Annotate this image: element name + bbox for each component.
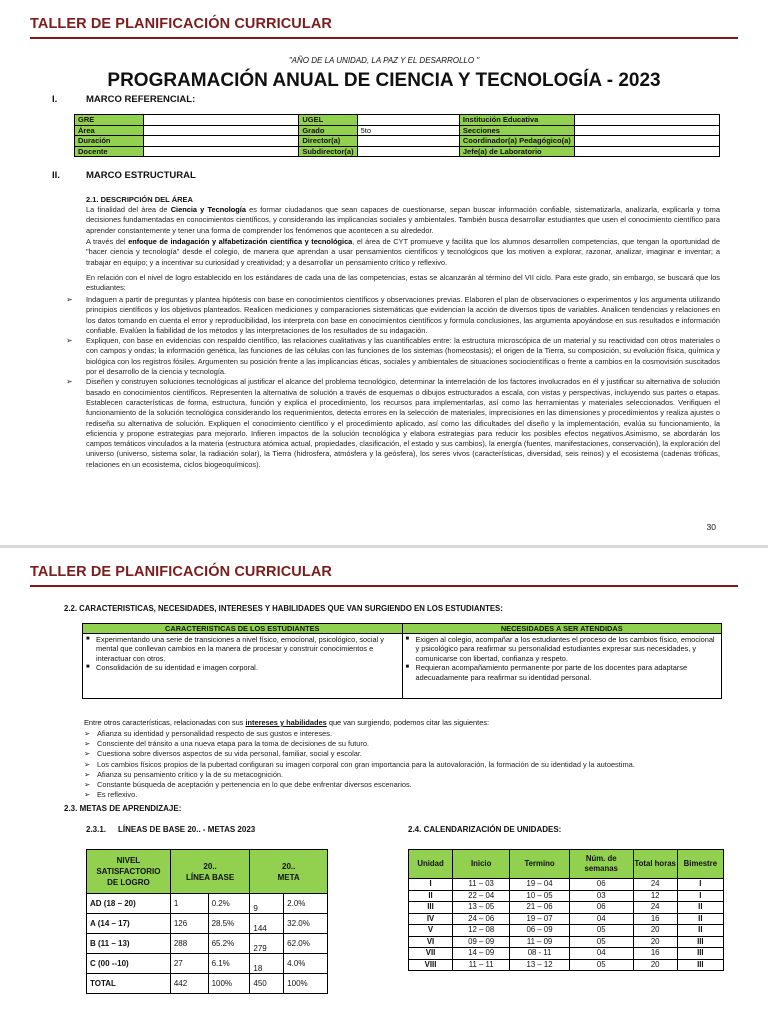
- field-label: Área: [75, 125, 144, 136]
- baseline-row: [87, 974, 328, 994]
- arrow-bullet-icon: ➢: [84, 769, 91, 779]
- baseline-row: [87, 934, 328, 954]
- field-label: GRE: [75, 115, 144, 126]
- page-2: [0, 548, 768, 1024]
- section-2-2-heading: 2.2. CARACTERISTICAS, NECESIDADES, INTERESES Y HABILIDADES QUE VAN SURGIENDO EN LOS ESTUDIANTES:: [64, 604, 503, 613]
- cell-item-text: Consolidación de su identidad e imagen corporal.: [96, 663, 258, 673]
- section-1-heading: [52, 94, 195, 105]
- calendar-cell: 04: [569, 948, 633, 960]
- field-value: [144, 115, 299, 126]
- field-label: Institución Educativa: [459, 115, 574, 126]
- calendar-cell: I: [677, 890, 723, 902]
- section-2-heading: [52, 170, 196, 181]
- value-cell: 9: [250, 894, 284, 914]
- calendar-cell: 16: [633, 948, 677, 960]
- section-title: LÍNEAS DE BASE 20.. - METAS 2023: [118, 825, 256, 834]
- field-value: [144, 136, 299, 147]
- header-year: 20..: [203, 861, 217, 871]
- field-label: Jefe(a) de Laboratorio: [459, 146, 574, 157]
- cell-item-text: Exigen al colegio, acompañar a los estudiantes el proceso de los cambios físico, emocional y psicológico para reafirmar su personalidad estudiantes expresar sus necesidades, y comunicarse con libertad, confianza y respeto.: [415, 635, 715, 663]
- cell-item-text: Experimentando una serie de transiciones a nivel físico, emocional, psicológico, social y mental que conllevan cambios en la manera de procesar y construir conocimientos e interactuar con otros.: [96, 635, 384, 663]
- field-value: [357, 136, 459, 147]
- field-value: 5to: [357, 125, 459, 136]
- calendar-cell: 06 – 09: [510, 925, 569, 937]
- calendar-cell: 09 – 09: [453, 936, 510, 948]
- arrow-bullet-icon: ➢: [66, 336, 73, 346]
- calendar-cell: II: [677, 913, 723, 925]
- level-cell: B (11 – 13): [87, 934, 171, 954]
- calendar-cell: 24 – 06: [453, 913, 510, 925]
- goal-header: [250, 850, 328, 894]
- section-number: 2.3.1.: [86, 825, 107, 834]
- arrow-bullet-icon: ➢: [84, 759, 91, 769]
- calendar-row: [409, 902, 724, 914]
- column-header: Termino: [510, 850, 569, 879]
- subsection-2-1-heading: 2.1. DESCRIPCIÓN DEL ÁREA: [86, 195, 193, 204]
- value-cell: 279: [250, 934, 284, 954]
- document-header: TALLER DE PLANIFICACIÓN CURRICULAR: [30, 16, 332, 32]
- header-label: LÍNEA BASE: [186, 872, 235, 882]
- interest-text: Afianza su pensamiento crítico y la de su metacognición.: [97, 769, 284, 779]
- interest-text: Cuestiona sobre diversos aspectos de su vida personal, familiar, social y escolar.: [97, 749, 362, 759]
- calendar-cell: 10 – 05: [510, 890, 569, 902]
- unit-cell: V: [409, 925, 453, 937]
- field-label: Subdirector(a): [299, 146, 357, 157]
- value-cell: 450: [250, 974, 284, 994]
- calendar-cell: 20: [633, 959, 677, 971]
- field-value: [574, 115, 719, 126]
- header-label: META: [277, 872, 300, 882]
- approach-paragraph: [86, 237, 720, 268]
- document-header: TALLER DE PLANIFICACIÓN CURRICULAR: [30, 564, 332, 580]
- header-rule: [30, 37, 738, 39]
- calendar-cell: III: [677, 959, 723, 971]
- calendar-cell: 11 – 09: [510, 936, 569, 948]
- calendar-cell: 03: [569, 890, 633, 902]
- field-value: [144, 125, 299, 136]
- calendar-cell: 22 – 04: [453, 890, 510, 902]
- arrow-bullet-icon: ➢: [84, 780, 91, 790]
- field-label: Duración: [75, 136, 144, 147]
- calendar-row: [409, 879, 724, 891]
- value-cell: 100%: [284, 974, 328, 994]
- page-number: 30: [706, 522, 716, 532]
- interest-item: [84, 729, 724, 739]
- value-cell: 27: [170, 954, 208, 974]
- calendar-cell: 11 – 11: [453, 959, 510, 971]
- unit-cell: II: [409, 890, 453, 902]
- interest-text: Constante búsqueda de aceptación y pertenencia en lo que debe enfrentar diversos escenarios.: [97, 780, 412, 790]
- arrow-bullet-icon: ➢: [84, 749, 91, 759]
- calendar-cell: III: [677, 936, 723, 948]
- unit-cell: I: [409, 879, 453, 891]
- level-cell: AD (18 – 20): [87, 894, 171, 914]
- column-header: CARACTERISTICAS DE LOS ESTUDIANTES: [83, 624, 403, 634]
- value-cell: 32.0%: [284, 914, 328, 934]
- interests-intro: [84, 718, 489, 727]
- calendar-cell: 24: [633, 879, 677, 891]
- calendar-cell: 04: [569, 913, 633, 925]
- interest-text: Es reflexivo.: [97, 790, 138, 800]
- calendar-cell: 13 – 12: [510, 959, 569, 971]
- value-cell: 2.0%: [284, 894, 328, 914]
- field-value: [357, 146, 459, 157]
- cell-item: [406, 663, 719, 682]
- field-label: Secciones: [459, 125, 574, 136]
- square-bullet-icon: ■: [405, 636, 410, 642]
- value-cell: 28.5%: [208, 914, 250, 934]
- section-number: I.: [52, 94, 58, 105]
- competency-bullets: [66, 295, 720, 470]
- calendar-cell: 12 – 08: [453, 925, 510, 937]
- bullet-item: [66, 377, 720, 470]
- field-value: [574, 146, 719, 157]
- unit-cell: VI: [409, 936, 453, 948]
- column-header: Total horas: [633, 850, 677, 879]
- characteristics-cell: [83, 634, 403, 699]
- calendar-row: [409, 913, 724, 925]
- field-label: Coordinador(a) Pedagógico(a): [459, 136, 574, 147]
- field-value: [574, 125, 719, 136]
- reference-row: [75, 125, 720, 136]
- arrow-bullet-icon: ➢: [84, 739, 91, 749]
- baseline-goals-table: [86, 849, 328, 994]
- column-header: Unidad: [409, 850, 453, 879]
- field-label: Docente: [75, 146, 144, 157]
- calendar-cell: 11 – 03: [453, 879, 510, 891]
- text-run: Entre otros características, relacionadas con sus: [84, 718, 246, 727]
- value-cell: 442: [170, 974, 208, 994]
- calendar-cell: 13 – 05: [453, 902, 510, 914]
- baseline-row: [87, 954, 328, 974]
- square-bullet-icon: ■: [86, 636, 90, 642]
- text-run-bold: Ciencia y Tecnología: [170, 205, 246, 214]
- header-rule: [30, 585, 738, 587]
- text-run: , el área de CYT promueve y facilita que los alumnos desarrollen competencias, que tengan la oportunidad de "hacer ciencia y tecnología" desde el colegio, de manera que aprendan a usar pensamientos científicos y tecnológicos que los motiven a explorar, razonar, analizar, imaginar e inventar; a trabajar en equipo; y a incentivar su curiosidad y creatividad; y a desarrollar un pensamiento crítico y reflexivo.: [86, 237, 720, 267]
- calendar-row: [409, 948, 724, 960]
- level-cell: C (00 --10): [87, 954, 171, 974]
- calendar-cell: 06: [569, 879, 633, 891]
- characteristics-needs-table: [82, 623, 722, 699]
- interest-item: [84, 770, 724, 780]
- value-cell: 126: [170, 914, 208, 934]
- calendar-cell: 05: [569, 936, 633, 948]
- unit-cell: VIII: [409, 959, 453, 971]
- field-value: [574, 136, 719, 147]
- calendar-cell: 14 – 09: [453, 948, 510, 960]
- text-run: A través del: [86, 237, 129, 246]
- square-bullet-icon: ■: [405, 664, 410, 671]
- text-run: es formar ciudadanos que sean capaces de cuestionarse, sepan buscar información confiable, sistematizarla, analizarla, explicarla y toma decisiones fundamentadas en conocimientos científicos, y considerando las implicancias sociales y ambientales. También busca desarrollar estudiantes que usen el conocimiento científico para aprender constantemente y tener una forma de comprender los fenómenos que acontecen a su alrededor.: [86, 205, 720, 235]
- text-run: que van surgiendo, podemos citar las siguientes:: [326, 718, 490, 727]
- arrow-bullet-icon: ➢: [84, 729, 91, 738]
- text-run-underlined: intereses y habilidades: [245, 718, 327, 727]
- interest-text: Afianza su identidad y personalidad respecto de sus gustos e intereses.: [97, 729, 333, 738]
- calendar-row: [409, 925, 724, 937]
- text-run: La finalidad del área de: [86, 205, 171, 214]
- calendar-cell: 20: [633, 925, 677, 937]
- units-calendar-table: [408, 849, 724, 971]
- bullet-text: Diseñen y construyen soluciones tecnológicas al justificar el alcance del problema tecnológico, determinar la interrelación de los factores involucrados en él y justificar su alternativa de solución basado en conocimientos científicos. Representen la alternativa de solución a través de esquemas o dibujos estructurados a escala, con vistas y perspectivas, incluyendo sus partes o etapas. Establecen características de forma, estructura, función y explica el procedimiento, los recursos para implementarlas, así como las herramientas y materiales seleccionados. Verifiquen el funcionamiento de la solución tecnológica considerando los requerimientos, detecta errores en la selección de materiales, imprecisiones en las dimensiones y procedimientos y realiza ajustes o rediseña su alternativa de solución. Expliquen el conocimiento científico y el procedimiento aplicado, así como las dificultades del diseño y la implementación, evalúa su funcionamiento, la eficiencia y propone estrategias para mejorarlo. Infieren impactos de la solución tecnológica y elabora estrategias para reducir los posibles efectos negativos.Asimismo, se abordarán los campos temáticos vinculados a la materia (estructura atómica actual, propiedades, clasificación, el estado y sus cambios), la energía (fuentes, manifestaciones, conservación), la exploración del universo (universo, sistema solar, la radiación solar), la Tierra (hidrosfera, atmósfera y la geósfera), los seres vivos (características, diversidad, seis reinos) y el ecosistema (cadenas tróficas, relaciones en un ecosistema, ciclos biogeoquímicos).: [86, 377, 720, 469]
- reference-row: [75, 136, 720, 147]
- interest-text: Consciente del tránsito a una nueva etapa para la toma de decisiones de su futuro.: [97, 739, 369, 749]
- column-header: Bimestre: [677, 850, 723, 879]
- text-run-bold: enfoque de indagación y alfabetización científica y tecnológica: [128, 237, 353, 246]
- calendar-cell: 16: [633, 913, 677, 925]
- unit-cell: III: [409, 902, 453, 914]
- calendar-row: [409, 936, 724, 948]
- calendar-cell: 08 - 11: [510, 948, 569, 960]
- level-cell: TOTAL: [87, 974, 171, 994]
- calendar-cell: 05: [569, 959, 633, 971]
- calendar-table-title: 2.4. CALENDARIZACIÓN DE UNIDADES:: [408, 825, 562, 834]
- reference-table: [74, 114, 720, 157]
- square-bullet-icon: ■: [86, 664, 90, 671]
- interest-item: [84, 749, 724, 759]
- interest-item: [84, 780, 724, 790]
- value-cell: 62.0%: [284, 934, 328, 954]
- section-title: MARCO ESTRUCTURAL: [86, 170, 196, 181]
- value-cell: 1: [170, 894, 208, 914]
- header-year: 20..: [282, 861, 296, 871]
- bullet-item: [66, 336, 720, 377]
- value-cell: 6.1%: [208, 954, 250, 974]
- arrow-bullet-icon: ➢: [84, 790, 91, 800]
- field-value: [144, 146, 299, 157]
- calendar-cell: III: [677, 948, 723, 960]
- section-2-3-heading: 2.3. METAS DE APRENDIZAJE:: [64, 804, 182, 813]
- field-label: Director(a): [299, 136, 357, 147]
- field-value: [357, 115, 459, 126]
- value-cell: 4.0%: [284, 954, 328, 974]
- value-cell: 288: [170, 934, 208, 954]
- calendar-row: [409, 890, 724, 902]
- baseline-header: [170, 850, 250, 894]
- calendar-row: [409, 959, 724, 971]
- calendar-cell: 20: [633, 936, 677, 948]
- bullet-text: Expliquen, con base en evidencias con respaldo científico, las relaciones cualitativas y las cuantificables entre: la estructura microscópica de un material y su reactividad con otros materiales o con campos y ondas; la información genética, las funciones de las células con las funciones de los sistemas (homeostasis); el origen de la Tierra, su composición, su evolución física, química y biológica con los registros fósiles. Argumenten su posición frente a las implicancias éticas, sociales y ambientales de situaciones sociocientíficas o frente a cambios en la cosmovisión suscitados por el desarrollo de la ciencia y tecnología.: [86, 336, 720, 377]
- baseline-row: [87, 894, 328, 914]
- value-cell: 18: [250, 954, 284, 974]
- baseline-row: [87, 914, 328, 934]
- cell-item: [86, 663, 399, 672]
- unit-cell: IV: [409, 913, 453, 925]
- needs-cell: [402, 634, 722, 699]
- page-title: PROGRAMACIÓN ANUAL DE CIENCIA Y TECNOLOGÍA - 2023: [107, 70, 661, 91]
- interest-item: [84, 790, 724, 800]
- field-label: Grado: [299, 125, 357, 136]
- area-description-paragraph: [86, 205, 720, 236]
- interest-text: Los cambios físicos propios de la pubertad configuran su imagen corporal con gran importancia para la autovaloración, la formación de su identidad y la autoestima.: [97, 759, 635, 769]
- calendar-cell: 06: [569, 902, 633, 914]
- value-cell: 144: [250, 914, 284, 934]
- cell-item: [86, 635, 399, 663]
- column-header: Inicio: [453, 850, 510, 879]
- bullet-item: [66, 295, 720, 336]
- calendar-cell: 12: [633, 890, 677, 902]
- section-title: MARCO REFERENCIAL:: [86, 94, 196, 105]
- interests-list: [84, 729, 724, 800]
- cell-item-text: Requieran acompañamiento permanente por parte de los docentes para adaptarse adecuadamente para reafirmar su identidad personal.: [415, 663, 688, 682]
- value-cell: 0.2%: [208, 894, 250, 914]
- calendar-cell: 19 – 07: [510, 913, 569, 925]
- value-cell: 100%: [208, 974, 250, 994]
- reference-row: [75, 146, 720, 157]
- field-label: UGEL: [299, 115, 357, 126]
- arrow-bullet-icon: ➢: [66, 295, 73, 304]
- value-cell: 65.2%: [208, 934, 250, 954]
- baseline-table-title: [86, 825, 255, 834]
- level-cell: A (14 – 17): [87, 914, 171, 934]
- calendar-cell: II: [677, 902, 723, 914]
- calendar-cell: 21 – 06: [510, 902, 569, 914]
- arrow-bullet-icon: ➢: [66, 377, 73, 387]
- cell-item: [406, 635, 719, 663]
- achievement-paragraph: En relación con el nivel de logro establecido en los estándares de cada una de las competencias, estas se alcanzarán al término del VII ciclo. Para este grado, sin embargo, se buscará que los estudiantes:: [86, 273, 720, 293]
- column-header: NECESIDADES A SER ATENDIDAS: [402, 624, 722, 634]
- level-header: NIVEL SATISFACTORIO DE LOGRO: [87, 850, 171, 894]
- section-number: II.: [52, 170, 60, 181]
- reference-row: [75, 115, 720, 126]
- interest-item: [84, 760, 724, 770]
- bullet-text: Indaguen a partir de preguntas y plantea hipótesis con base en conocimientos científicos y observaciones previas. Elaboren el plan de observaciones o experimentos y los argumenta utilizando principios científicos y los objetivos planteados. Realicen mediciones y comparaciones sistemáticas que evidencian la acción de diversos tipos de variables. Analicen tendencias y relaciones en los datos tomando en cuenta el error y reproducibilidad, los interpreta con base en conocimientos científicos y formula conclusiones, las argumenta apoyándose en sus resultados e información confiable. Evalúen la fiabilidad de los métodos y las interpretaciones de los resultados de su indagación.: [86, 295, 720, 335]
- unit-cell: VII: [409, 948, 453, 960]
- column-header: Núm. de semanas: [569, 850, 633, 879]
- calendar-cell: 05: [569, 925, 633, 937]
- calendar-cell: 19 – 04: [510, 879, 569, 891]
- calendar-cell: 24: [633, 902, 677, 914]
- year-motto: "AÑO DE LA UNIDAD, LA PAZ Y EL DESARROLLO ": [288, 56, 480, 65]
- calendar-cell: II: [677, 925, 723, 937]
- interest-item: [84, 739, 724, 749]
- calendar-cell: I: [677, 879, 723, 891]
